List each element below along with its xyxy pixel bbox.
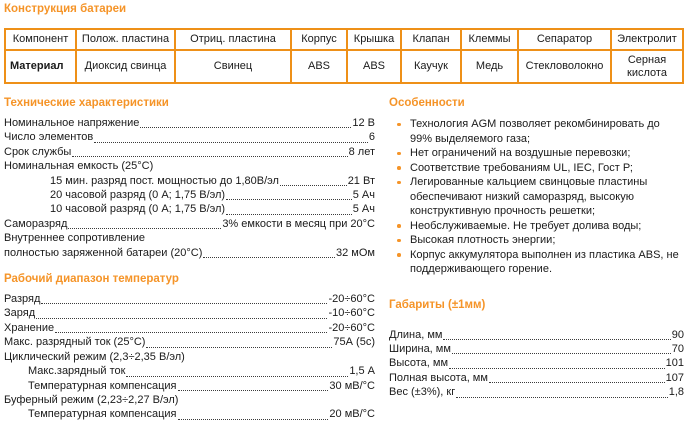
spec-label: Температурная компенсация: [28, 408, 177, 421]
spec-value: 6: [368, 131, 375, 144]
component-header-cell: Клеммы: [461, 29, 518, 50]
spec-row: [4, 335, 375, 349]
spec-row: [389, 356, 684, 370]
temps-section-title: Рабочий диапазон температур: [4, 273, 179, 286]
spec-value: 107: [665, 371, 684, 384]
spec-label: 15 мин. разряд пост. мощностью до 1,80В/эл: [50, 174, 279, 187]
spec-value: 32 мОм: [336, 246, 375, 259]
spec-value: 3% емкости в месяц при 20°C: [222, 217, 375, 230]
feature-item: [395, 233, 684, 248]
dot-leader: [203, 257, 335, 258]
material-cell: Свинец: [175, 50, 291, 83]
feature-text: Соответствие требованиям UL, IEC, Гост Р;: [410, 161, 633, 174]
spec-value: 30 мВ/°C: [329, 379, 375, 392]
spec-row: [4, 350, 375, 364]
spec-row: [4, 130, 375, 144]
material-cell: Серная кислота: [611, 50, 683, 83]
spec-label: 20 часовой разряд (0 А; 1,75 В/эл): [50, 189, 226, 202]
material-cell: ABS: [347, 50, 401, 83]
spec-row: [4, 306, 375, 320]
dot-leader: [41, 303, 327, 304]
spec-label: Длина, мм: [389, 328, 443, 341]
features-list: [389, 117, 684, 277]
feature-item: [395, 175, 684, 219]
bullet-icon: [397, 253, 401, 257]
spec-label: Разряд: [4, 293, 41, 306]
feature-item: [395, 117, 684, 146]
spec-label: Номинальное напряжение: [4, 117, 140, 129]
spec-row: [389, 328, 684, 342]
spec-label: Число элементов: [4, 131, 94, 144]
spec-label: Заряд: [4, 307, 36, 320]
dot-leader: [178, 419, 329, 420]
spec-label: Высота, мм: [389, 357, 449, 370]
spec-value: 20 мВ/°C: [329, 408, 375, 421]
temps-list: [4, 292, 375, 422]
spec-row: [389, 371, 684, 385]
dot-leader: [449, 368, 665, 369]
component-header-cell: Корпус: [291, 29, 347, 50]
spec-value: -20÷60°C: [328, 293, 375, 306]
dot-leader: [94, 142, 368, 143]
feature-text: Корпус аккумулятора выполнен из пластика ABS, не поддерживающего горение.: [410, 248, 679, 275]
specs-list: [4, 116, 375, 260]
dot-leader: [489, 382, 665, 383]
material-cell: Каучук: [401, 50, 461, 83]
spec-row: [389, 385, 684, 399]
spec-row: [4, 246, 375, 260]
spec-row: [4, 188, 375, 202]
spec-value: 8 лет: [348, 145, 375, 158]
material-cell: Стекловолокно: [518, 50, 611, 83]
component-header-cell: Компонент: [5, 29, 76, 50]
dot-leader: [280, 185, 347, 186]
bullet-icon: [397, 239, 401, 243]
construction-table-material-row: [5, 50, 683, 83]
spec-row: [4, 231, 375, 245]
dot-leader: [146, 347, 332, 348]
construction-section-title: Конструкция батареи: [4, 3, 127, 15]
spec-label: Срок службы: [4, 145, 72, 158]
spec-row: [4, 407, 375, 421]
specs-section-title: Технические характеристики: [4, 97, 169, 109]
spec-label: Вес (±3%), кг: [389, 386, 456, 399]
spec-row: [4, 379, 375, 393]
component-header-cell: Электролит: [611, 29, 683, 50]
left-column: [4, 97, 375, 422]
dimensions-list: [389, 328, 684, 400]
component-header-cell: Отриц. пластина: [175, 29, 291, 50]
dot-leader: [68, 228, 221, 229]
dot-leader: [443, 339, 670, 340]
feature-text: Необслуживаемые. Не требует долива воды;: [410, 219, 642, 232]
spec-label: Внутреннее сопротивление: [4, 232, 145, 245]
bullet-icon: [397, 123, 401, 127]
spec-row: [4, 159, 375, 173]
dot-leader: [226, 199, 352, 200]
spec-label: Саморазряд: [4, 217, 68, 230]
spec-row: [4, 116, 375, 130]
spec-label: Температурная компенсация: [28, 379, 177, 392]
feature-item: [395, 219, 684, 234]
dot-leader: [456, 397, 667, 398]
features-section-title: Особенности: [389, 97, 465, 109]
feature-text: Технология AGM позволяет рекомбинировать до 99% выделяемого газа;: [410, 118, 660, 145]
feature-item: [395, 161, 684, 176]
material-cell: ABS: [291, 50, 347, 83]
spec-row: [4, 321, 375, 335]
dot-leader: [226, 214, 352, 215]
spec-label: полностью заряженной батареи (20°C): [4, 246, 203, 259]
dot-leader: [36, 318, 327, 319]
spec-row: [4, 393, 375, 407]
feature-text: Легированные кальцием свинцовые пластины обеспечивают низкий саморазряд, высокую конструктивную прочность решетки;: [410, 176, 648, 217]
spec-value: 12 В: [352, 117, 375, 129]
feature-text: Нет ограничений на воздушные перевозки;: [410, 147, 631, 159]
spec-value: -20÷60°C: [328, 321, 375, 334]
bullet-icon: [397, 224, 401, 228]
spec-value: 70: [671, 342, 684, 355]
spec-value: 1,8: [668, 386, 684, 399]
dot-leader: [55, 332, 327, 333]
dot-leader: [140, 127, 351, 128]
bullet-icon: [397, 166, 401, 170]
right-column: [375, 97, 684, 422]
spec-label: Номинальная емкость (25°C): [4, 160, 154, 173]
construction-table: [4, 28, 684, 84]
bullet-icon: [397, 152, 401, 156]
dot-leader: [452, 353, 671, 354]
feature-item: [395, 248, 684, 277]
spec-label: Ширина, мм: [389, 342, 451, 355]
spec-row: [4, 217, 375, 231]
spec-row: [4, 174, 375, 188]
dimensions-section-title: Габариты (±1мм): [389, 298, 486, 311]
spec-value: 5 Ач: [352, 203, 375, 216]
spec-row: [4, 292, 375, 306]
bullet-icon: [397, 181, 401, 185]
spec-label: Хранение: [4, 321, 55, 334]
spec-value: 90: [671, 328, 684, 341]
spec-row: [4, 202, 375, 216]
spec-label: Полная высота, мм: [389, 371, 488, 384]
material-row-label: Материал: [5, 50, 76, 83]
feature-text: Высокая плотность энергии;: [410, 234, 556, 246]
dot-leader: [126, 376, 348, 377]
spec-label: Буферный режим (2,23÷2,27 В/эл): [4, 393, 179, 406]
dot-leader: [72, 156, 347, 157]
spec-row: [4, 364, 375, 378]
content-columns: [4, 97, 684, 422]
spec-row: [389, 342, 684, 356]
spec-value: -10÷60°C: [328, 307, 375, 320]
construction-table-header-row: [5, 29, 683, 50]
spec-row: [4, 145, 375, 159]
spec-label: Макс. разрядный ток (25°C): [4, 336, 146, 349]
feature-item: [395, 146, 684, 161]
spec-value: 5 Ач: [352, 189, 375, 202]
spec-value: 75А (5с): [333, 336, 375, 349]
dot-leader: [178, 390, 329, 391]
spec-value: 21 Вт: [347, 174, 375, 187]
spec-label: Циклический режим (2,3÷2,35 В/эл): [4, 350, 185, 363]
component-header-cell: Клапан: [401, 29, 461, 50]
spec-value: 1,5 А: [349, 365, 375, 378]
material-cell: Медь: [461, 50, 518, 83]
spec-value: 101: [665, 357, 684, 370]
component-header-cell: Полож. пластина: [76, 29, 175, 50]
spec-label: 10 часовой разряд (0 А; 1,75 В/эл): [50, 203, 226, 216]
material-cell: Диоксид свинца: [76, 50, 175, 83]
spec-label: Макс.зарядный ток: [28, 365, 126, 378]
component-header-cell: Сепаратор: [518, 29, 611, 50]
component-header-cell: Крышка: [347, 29, 401, 50]
